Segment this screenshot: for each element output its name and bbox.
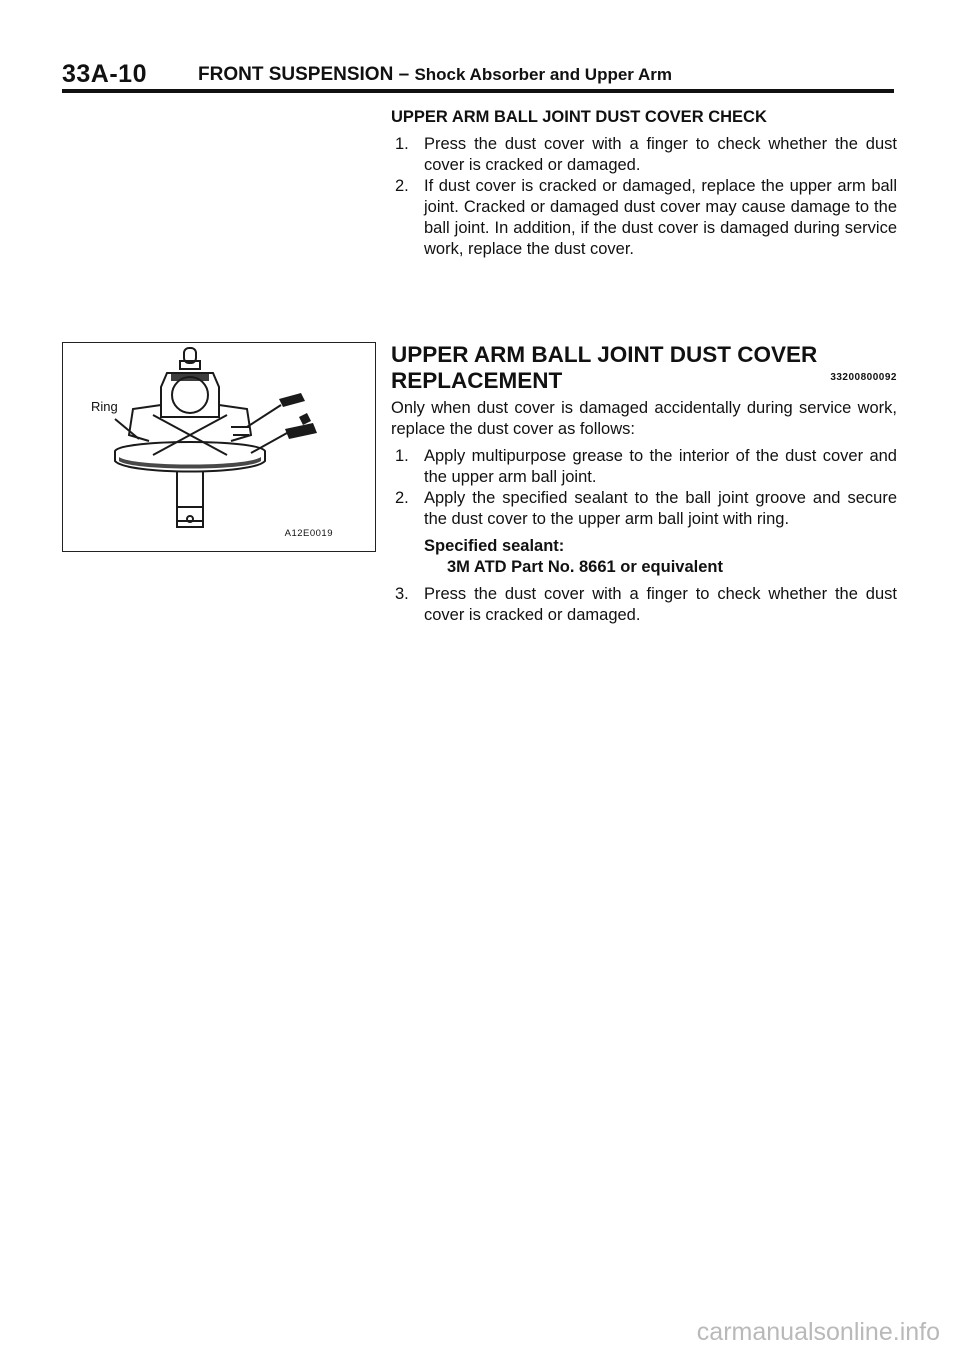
housing-shading xyxy=(171,373,209,381)
ball xyxy=(172,377,208,413)
replacement-step-2 xyxy=(391,488,897,530)
step-number: 3. xyxy=(395,585,409,603)
page-header xyxy=(62,58,894,88)
check-step-1 xyxy=(391,134,897,176)
ring-label: Ring xyxy=(91,399,118,414)
grease-tube-icon xyxy=(279,393,305,407)
replacement-heading-line2 xyxy=(391,368,897,394)
shank-hole xyxy=(187,516,193,522)
replacement-step-1 xyxy=(391,446,897,488)
sealant-value: 3M ATD Part No. 8661 or equivalent xyxy=(447,558,723,576)
figure-code: A12E0019 xyxy=(284,528,333,539)
cross-lines xyxy=(153,415,227,455)
step-text: If dust cover is cracked or damaged, replace the upper arm ball joint. Cracked or damaged dust cover may cause damage to the ball joint. In addition, if the dust cover is damaged during service work, replace the dust cover. xyxy=(424,177,897,258)
header-rule xyxy=(62,89,894,93)
footer-watermark: carmanualsonline.info xyxy=(696,1318,940,1346)
step-text: Apply multipurpose grease to the interior of the dust cover and the upper arm ball joint. xyxy=(424,447,897,486)
replacement-heading-text: REPLACEMENT xyxy=(391,368,563,393)
ring-marks xyxy=(231,427,249,435)
section-name: FRONT SUSPENSION xyxy=(198,64,394,85)
check-step-2 xyxy=(391,176,897,260)
step-number: 2. xyxy=(395,177,409,195)
shank xyxy=(177,471,203,521)
subsection-name: Shock Absorber and Upper Arm xyxy=(414,65,673,84)
flange-shading xyxy=(119,457,261,469)
sealant-label: Specified sealant: xyxy=(424,537,565,555)
replacement-section xyxy=(391,342,897,626)
ring-leader-line xyxy=(115,419,139,439)
replacement-step-3 xyxy=(391,584,897,626)
ball-joint-figure xyxy=(62,342,376,552)
section-title xyxy=(198,64,672,86)
step-text: Press the dust cover with a finger to check whether the dust cover is cracked or damaged. xyxy=(424,135,897,174)
section-code: 33200800092 xyxy=(830,372,897,383)
step-text: Press the dust cover with a finger to check whether the dust cover is cracked or damaged. xyxy=(424,585,897,624)
check-heading: UPPER ARM BALL JOINT DUST COVER CHECK xyxy=(391,108,767,126)
replacement-heading-line1: UPPER ARM BALL JOINT DUST COVER xyxy=(391,342,818,367)
ball-joint-illustration xyxy=(63,343,374,550)
step-number: 2. xyxy=(395,489,409,507)
sealant-tube-icon xyxy=(285,423,317,439)
replacement-intro: Only when dust cover is damaged accidentally during service work, replace the dust cover as follows: xyxy=(391,399,897,438)
page-number: 33A-10 xyxy=(62,60,147,88)
step-text: Apply the specified sealant to the ball joint groove and secure the dust cover to the upper arm ball joint with ring. xyxy=(424,489,897,528)
step-number: 1. xyxy=(395,447,409,465)
step-number: 1. xyxy=(395,135,409,153)
title-separator: – xyxy=(398,64,410,85)
dust-cover-check-section xyxy=(391,107,897,260)
nozzle-mark xyxy=(299,413,311,425)
